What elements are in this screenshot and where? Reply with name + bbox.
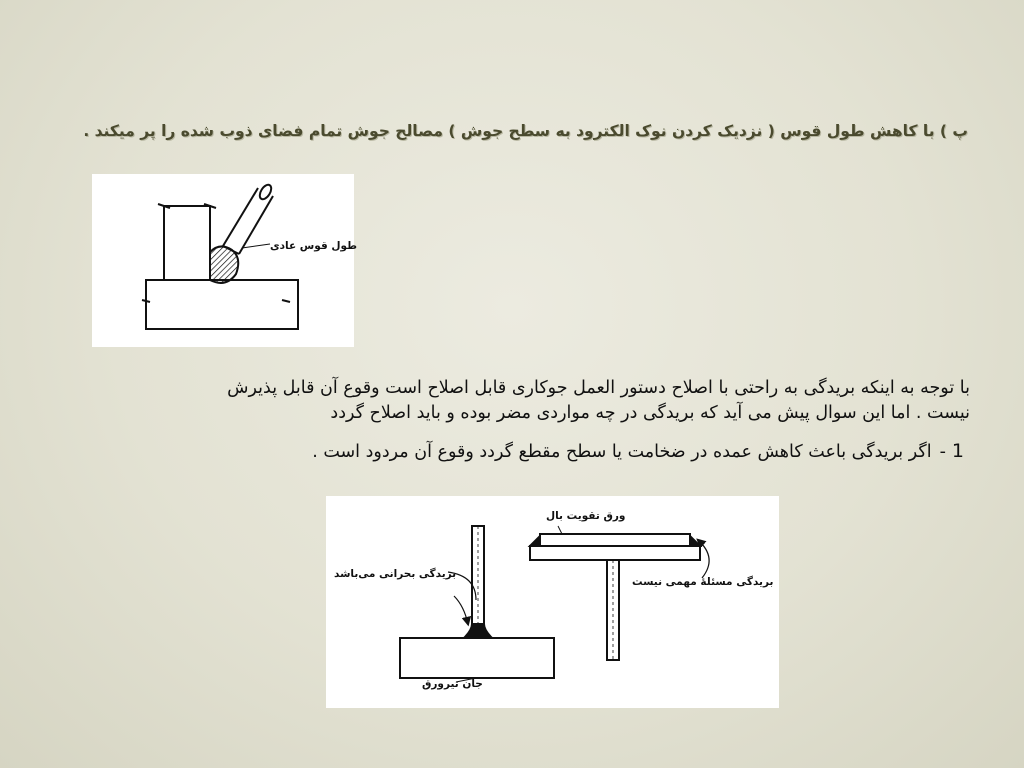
body-paragraph <box>70 376 970 426</box>
figure-undercut-examples <box>326 496 779 708</box>
list-item-text: اگر بریدگی باعث کاهش عمده در ضخامت یا سطح مقطع گردد وقوع آن مردود است . <box>312 442 932 462</box>
label-flange-plate: ورق تقویت بال <box>546 510 626 522</box>
weld-arc-diagram <box>92 174 354 347</box>
label-web-plate: جان تیرورق <box>422 678 483 690</box>
figure-normal-arc-length <box>92 174 357 347</box>
label-critical-undercut: بریدگی بحرانی می‌باشد <box>334 568 457 580</box>
undercut-diagram <box>326 496 779 708</box>
body-line-2: نیست . اما این سوال پیش می آید که بریدگی در چه مواردی مضر بوده و باید اصلاح گردد <box>330 403 970 423</box>
body-line-1: با توجه به اینکه بریدگی به راحتی با اصلاح دستور العمل جوکاری قابل اصلاح است وقوع آن قابل پذیرش <box>227 378 970 398</box>
list-item-dash: - <box>939 442 946 462</box>
label-normal-arc-length: طول قوس عادی <box>270 240 357 252</box>
label-non-critical-undercut: بریدگی مسئلهٔ مهمی نیست <box>632 576 774 588</box>
list-item-1 <box>70 440 964 462</box>
list-item-number: 1 <box>951 440 964 462</box>
slide-heading: پ ) با کاهش طول قوس ( نزدیک کردن نوک الکترود به سطح جوش ) مصالح جوش تمام فضای ذوب شده را پر میکند . <box>83 122 968 140</box>
